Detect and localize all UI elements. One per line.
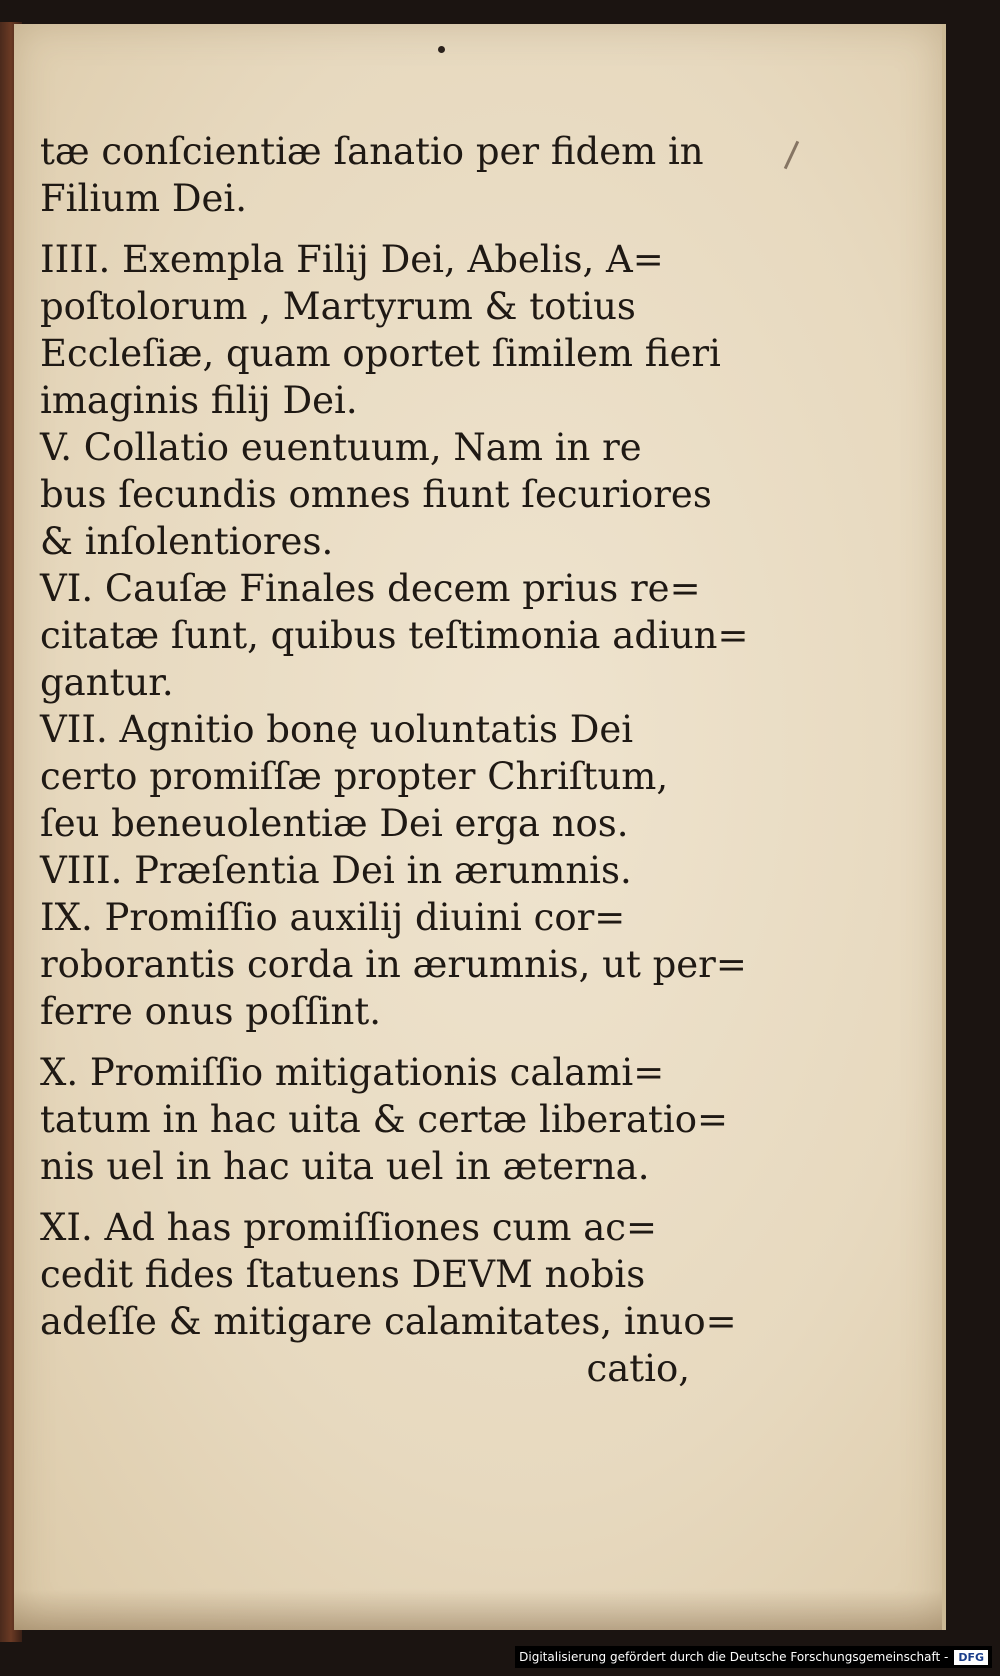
funding-footer (515, 1646, 992, 1668)
text-line: V. Collatio euentuum, Nam in re (40, 426, 642, 469)
text-line: cedit fides ſtatuens DEVM nobis (40, 1253, 646, 1296)
text-line: tatum in hac uita & certæ liberatio= (40, 1098, 729, 1141)
funding-note: Digitalisierung gefördert durch die Deutsche Forschungsgemeinschaft - (519, 1650, 949, 1664)
body-text (40, 128, 749, 1392)
text-line: IX. Promiſſio auxilij diuini cor= (40, 896, 626, 939)
text-line: bus ſecundis omnes fiunt ſecuriores (40, 473, 712, 516)
text-line: roborantis corda in ærumnis, ut per= (40, 943, 747, 986)
dfg-logo: DFG (954, 1650, 988, 1665)
text-line: poſtolorum , Martyrum & totius (40, 285, 636, 328)
text-line: X. Promiſſio mitigationis calami= (40, 1051, 665, 1094)
text-line: IIII. Exempla Filij Dei, Abelis, A= (40, 238, 664, 281)
text-line: ſeu beneuolentiæ Dei erga nos. (40, 802, 629, 845)
text-line: imaginis filij Dei. (40, 379, 358, 422)
page-edge-shadow (14, 1590, 942, 1630)
text-line: & inſolentiores. (40, 520, 334, 563)
text-line: tæ conſcientiæ ſanatio per fidem in (40, 130, 704, 173)
text-line: VI. Cauſæ Finales decem prius re= (40, 567, 701, 610)
text-line: gantur. (40, 661, 174, 704)
text-line: certo promiſſæ propter Chriſtum, (40, 755, 669, 798)
text-line: Filium Dei. (40, 177, 248, 220)
catchword: catio, (586, 1347, 690, 1390)
ink-dot (438, 46, 445, 53)
text-line: citatæ ſunt, quibus teſtimonia adiun= (40, 614, 749, 657)
text-line: ferre onus poſſint. (40, 990, 381, 1033)
text-line: nis uel in hac uita uel in æterna. (40, 1145, 650, 1188)
text-line: adeſſe & mitigare calamitates, inuo= (40, 1300, 737, 1343)
text-line: VIII. Præſentia Dei in ærumnis. (40, 849, 632, 892)
text-line: XI. Ad has promiſſiones cum ac= (40, 1206, 658, 1249)
text-line: Eccleſiæ, quam oportet ſimilem fieri (40, 332, 721, 375)
text-line: VII. Agnitio bonę uoluntatis Dei (40, 708, 634, 751)
